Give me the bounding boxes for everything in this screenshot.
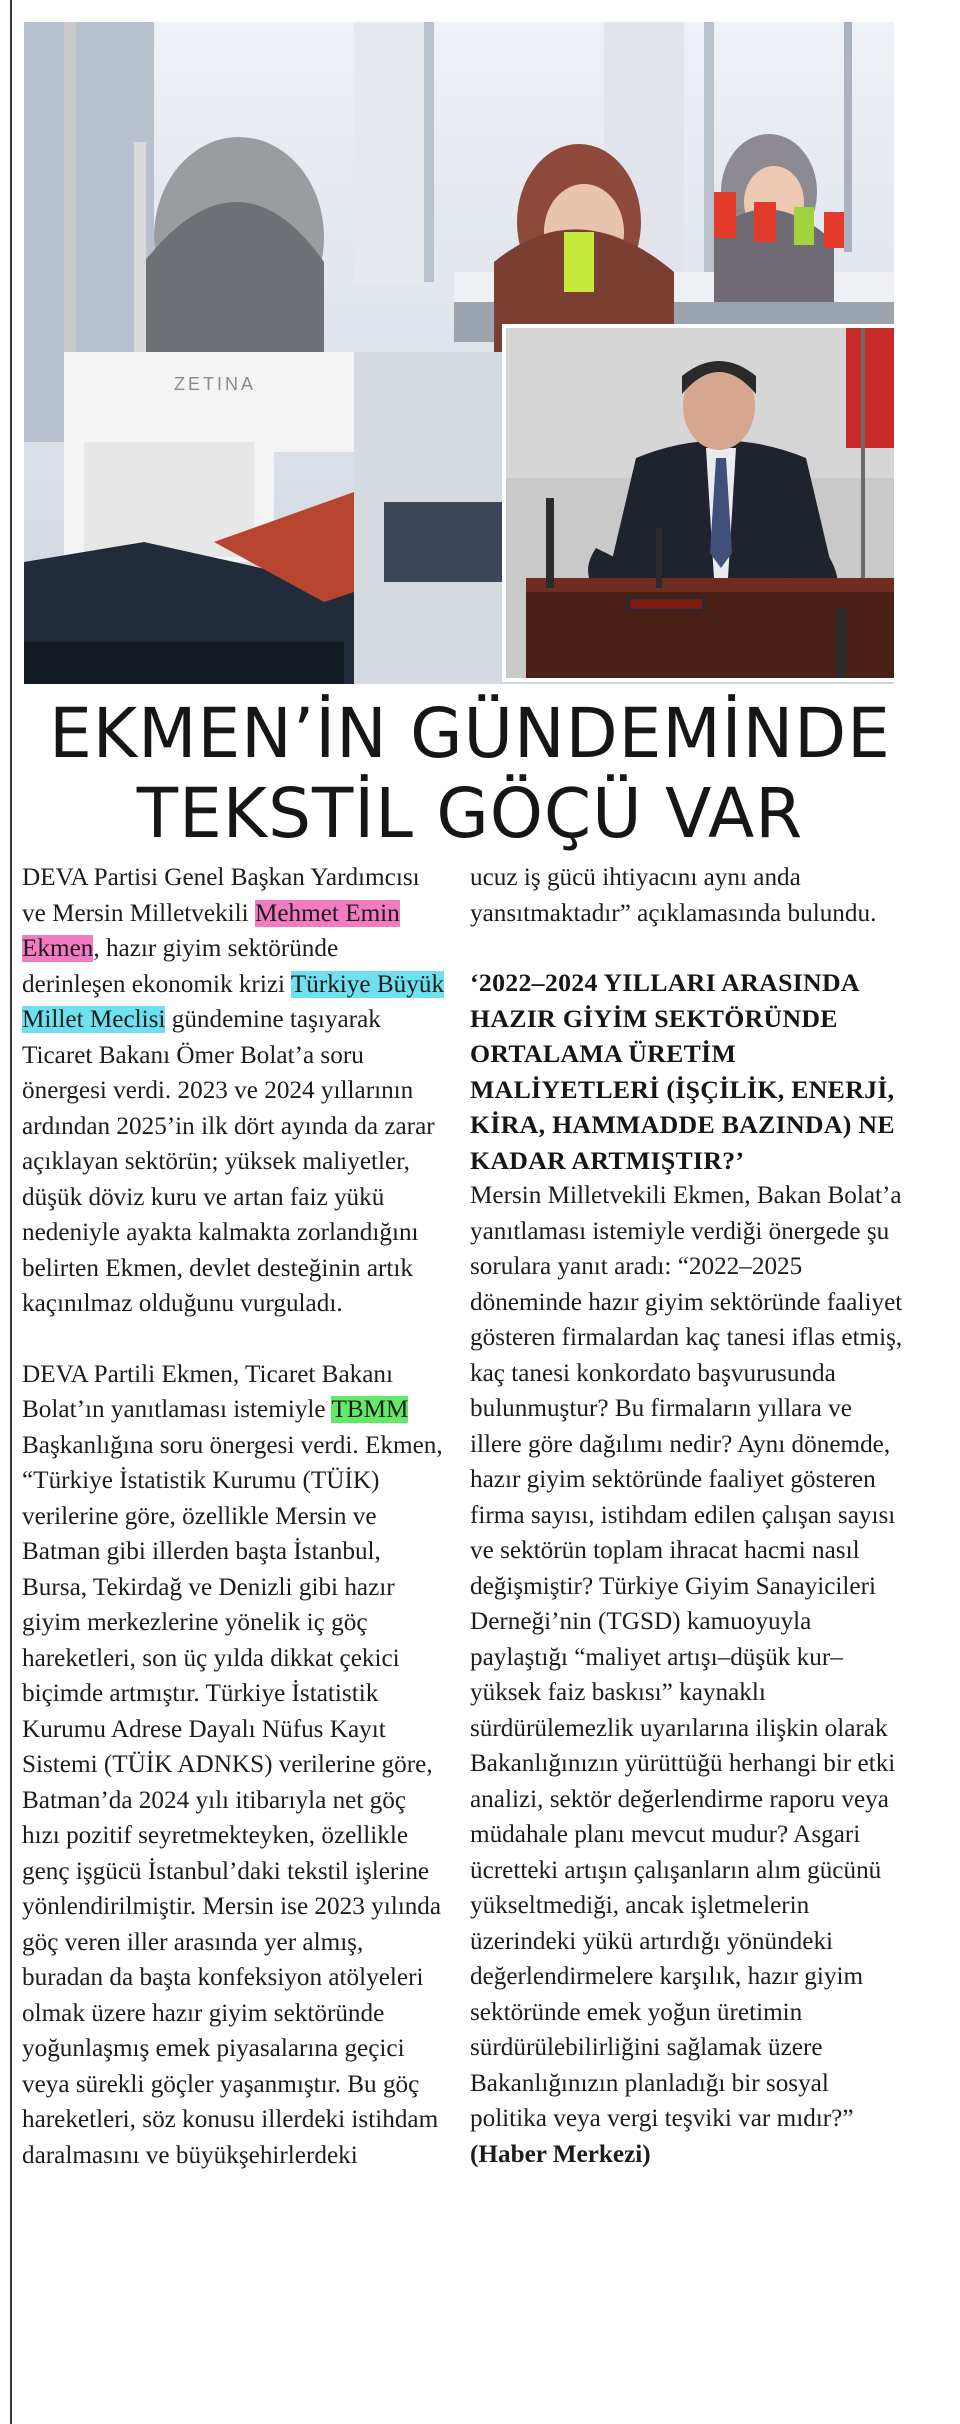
paragraph-questions: Mersin Milletvekili Ekmen, Bakan Bolat’a yanıtlaması istemiyle verdiği önergede şu sorulara yanıt aradı: “2022–2025 döneminde hazır giyim sektöründe faaliyet gösteren firmalardan kaç tanesi iflas etmiş, kaç tanesi konkordato başvurusunda bulunmuştur? Bu firmaların yıllara ve illere göre dağılımı nedir? Aynı dönemde, hazır giyim sektöründe faaliyet gösteren firma sayısı, istihdam edilen çalışan sayısı ve sektörün toplam ihracat hacmi nasıl değişmiştir? Türkiye Giyim Sanayicileri Derneği’nin (TGSD) kamuoyuyla paylaştığı “maliyet artışı–düşük kur–yüksek faiz baskısı” kaynaklı sürdürülemezlik uyarılarına ilişkin olarak Bakanlığınızın yürüttüğü herhangi bir etki analizi, sektör değerlendirme raporu veya müdahale planı mevcut mudur? Asgari ücretteki artışın çalışanların alım gücünü yükseltmediği, ancak işletmelerin üzerindeki yükü artırdığı yönündeki değerlendirmelere karşılık, hazır giyim sektöründe emek yoğun üretimin sürdürülebilirliğini sağlamak üzere Bakanlığınızın planladığı bir sosyal politika veya vergi teşviki var mıdır?” (470, 1182, 903, 2132)
headline-line-1: EKMEN’İN GÜNDEMİNDE (49, 694, 891, 774)
headline-line-2: TEKSTİL GÖÇÜ VAR (136, 774, 804, 854)
article-column-left (22, 860, 446, 2173)
article-headline (29, 694, 911, 854)
paragraph-continuation: ucuz iş gücü ihtiyacını aynı anda yansıtmaktadır” açıklamasında bulundu. (470, 864, 877, 927)
column-rule (10, 0, 12, 2424)
highlight-tbmm: TBMM (331, 1396, 409, 1423)
article-column-right (470, 860, 906, 2172)
article-byline: (Haber Merkezi) (470, 2140, 651, 2168)
highlight-parliament-name: Türkiye Büyük Millet Meclisi (22, 970, 445, 1033)
machine-brand-label: ZETINA (174, 374, 257, 394)
highlight-person-name: Mehmet Emin Ekmen (22, 899, 400, 962)
paragraph-intro: DEVA Partisi Genel Başkan Yardımcısı ve Mersin Milletvekili Mehmet Emin Ekmen, hazır giyim sektöründe derinleşen ekonomik krizi Türkiye Büyük Millet Meclisi gündemine taşıyarak Ticaret Bakanı Ömer Bolat’a soru önergesi verdi. 2023 ve 2024 yıllarının ardından 2025’in ilk dört ayında da zarar açıklayan sektörün; yüksek maliyetler, düşük döviz kuru ve artan faiz yükü nedeniyle ayakta kalmakta zorlandığını belirten Ekmen, devlet desteğinin artık kaçınılmaz olduğunu vurguladı. (22, 864, 445, 1317)
speaker-portrait-photo (502, 324, 898, 682)
paragraph-migration: DEVA Partili Ekmen, Ticaret Bakanı Bolat’ın yanıtlaması istemiyle TBMM Başkanlığına soru önergesi verdi. Ekmen, “Türkiye İstatistik Kurumu (TÜİK) verilerine göre, özellikle Mersin ve Batman gibi illerden başta İstanbul, Bursa, Tekirdağ ve Denizli gibi hazır giyim merkezlerine yönelik iç göç hareketleri, son üç yılda dikkat çekici biçimde artmıştır. Türkiye İstatistik Kurumu Adrese Dayalı Nüfus Kayıt Sistemi (TÜİK ADNKS) verilerine göre, Batman’da 2024 yılı itibarıyla net göç hızı pozitif seyretmekteyken, özellikle genç işgücü İstanbul’daki tekstil işlerine yönlendirilmiştir. Mersin ise 2023 yılında göç veren iller arasında yer almış, buradan da başta konfeksiyon atölyeleri olmak üzere hazır giyim sektöründe yoğunlaşmış emek piyasalarına geçici veya sürekli göçler yaşanmıştır. Bu göç hareketleri, söz konusu illerdeki istihdam daralmasını ve büyükşehirlerdeki (22, 1360, 443, 2169)
article-subheading: ‘2022–2024 YILLARI ARASINDA HAZIR GİYİM SEKTÖRÜNDE ORTALAMA ÜRETİM MALİYETLERİ (İŞÇİLİK, ENERJİ, KİRA, HAMMADDE BAZINDA) NE KADAR ARTMIŞTIR?’ (470, 968, 895, 1175)
